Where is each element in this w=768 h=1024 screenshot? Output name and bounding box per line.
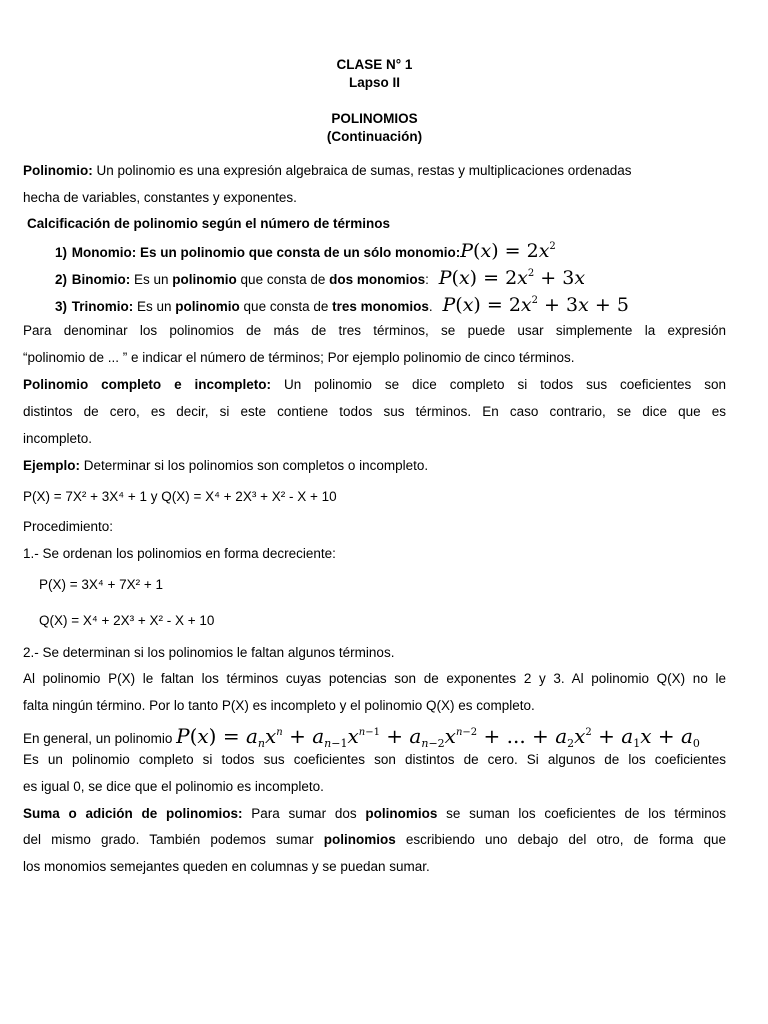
- ordered-q: Q(X) = X⁴ + 2X³ + X² - X + 10: [39, 613, 215, 628]
- topic-title: POLINOMIOS: [331, 111, 418, 126]
- class-title: CLASE N° 1: [336, 57, 413, 72]
- suma-term: Suma o adición de polinomios:: [23, 806, 243, 821]
- example-line: Ejemplo: Determinar si los polinomios son completos o incompleto.: [23, 458, 429, 473]
- completo-line-1: Polinomio completo e incompleto: Un polinomio se dice completo si todos sus coeficientes son: [23, 377, 726, 392]
- list-item-monomio: 1) Monomio: Es un polinomio que consta de un sólo monomio:P(x) = $2x^2$: [54, 240, 556, 262]
- completo-term: Polinomio completo e incompleto:: [23, 377, 272, 392]
- suma-line-3: los monomios semejantes queden en columnas y se puedan sumar.: [23, 859, 430, 874]
- procedure-step-1: 1.- Se ordenan los polinomios en forma decreciente:: [23, 546, 336, 561]
- completo-line-2: distintos de cero, es decir, si este contiene todos sus términos. En caso contrario, se dice que es: [23, 404, 726, 419]
- binomio-formula: $P(x) = 2x^2 + 3x$: [438, 267, 586, 289]
- example-formula: P(X) = 7X² + 3X⁴ + 1 y Q(X) = X⁴ + 2X³ + X² - X + 10: [23, 489, 337, 504]
- lapso-title: Lapso II: [348, 75, 400, 90]
- general-line-2: Es un polinomio completo si todos sus coeficientes son distintos de cero. Si algunos de los coeficientes: [23, 752, 726, 767]
- general-line: En general, un polinomio $P(x) = a_nx^n + a_{n-1}x^{n-1} + a_{n-2}x^{n-2}$ + ... + $a_2x^2 + a_1x + a_0$: [23, 724, 700, 750]
- general-polynomial-formula: $P(x) = a_nx^n + a_{n-1}x^{n-1} + a_{n-2}x^{n-2}$ + ... + $a_2x^2 + a_1x + a_0$: [176, 724, 700, 750]
- general-line-3: es igual 0, se dice que el polinomio es incompleto.: [23, 779, 324, 794]
- procedure-title: Procedimiento:: [23, 519, 114, 534]
- topic-subtitle: (Continuación): [326, 129, 423, 144]
- definition-term: Polinomio:: [23, 163, 93, 178]
- list-item-binomio: 2) Binomio: Es un polinomio que consta de dos monomios: $P(x) = 2x^2 + 3x$: [54, 267, 586, 289]
- example-term: Ejemplo:: [23, 458, 81, 473]
- paragraph-naming-line-2: “polinomio de ... ” e indicar el número de términos; Por ejemplo polinomio de cinco términos.: [23, 350, 575, 365]
- analysis-line-2: falta ningún término. Por lo tanto P(X) es incompleto y el polinomio Q(X) es completo.: [23, 698, 535, 713]
- list-item-trinomio: 3) Trinomio: Es un polinomio que consta de tres monomios. $P(x) = 2x^2 + 3x + 5$: [54, 294, 629, 316]
- trinomio-formula: $P(x) = 2x^2 + 3x + 5$: [442, 294, 629, 316]
- suma-line-2: del mismo grado. También podemos sumar polinomios escribiendo uno debajo del otro, de forma que: [23, 832, 726, 847]
- classification-title: Calcificación de polinomio según el número de términos: [27, 216, 391, 231]
- analysis-line-1: Al polinomio P(X) le faltan los términos cuyas potencias son de exponentes 2 y 3. Al polinomio Q(X) no le: [23, 671, 726, 686]
- procedure-step-2: 2.- Se determinan si los polinomios le faltan algunos términos.: [23, 645, 395, 660]
- ordered-p: P(X) = 3X⁴ + 7X² + 1: [39, 577, 163, 592]
- paragraph-naming-line-1: Para denominar los polinomios de más de tres términos, se puede usar simplemente la expresión: [23, 323, 726, 338]
- suma-line-1: Suma o adición de polinomios: Para sumar dos polinomios se suman los coeficientes de los términos: [23, 806, 726, 821]
- monomio-formula: $P(x) = 2x^2$: [460, 240, 556, 262]
- definition-line-1: Polinomio: Un polinomio es una expresión algebraica de sumas, restas y multiplicaciones ordenadas: [23, 163, 632, 178]
- definition-line-2: hecha de variables, constantes y exponentes.: [23, 190, 297, 205]
- completo-line-3: incompleto.: [23, 431, 93, 446]
